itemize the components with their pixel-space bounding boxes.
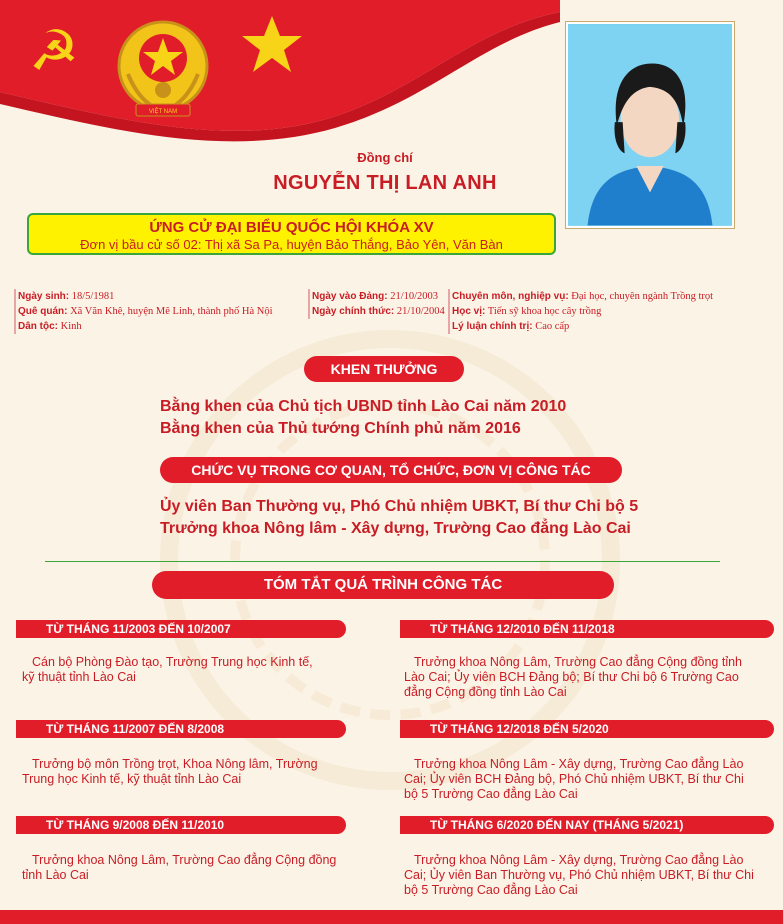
career-period-heading: TỪ THÁNG 6/2020 ĐẾN NAY (THÁNG 5/2021) (400, 816, 774, 834)
career-period-text (404, 853, 780, 898)
career-line: Cai; Ủy viên Ban Thường vụ, Phó Chủ nhiệm UBKT, Bí thư Chi (404, 868, 754, 882)
info-row-profession (452, 289, 713, 304)
candidacy-title: ỨNG CỬ ĐẠI BIỂU QUỐC HỘI KHÓA XV (149, 219, 434, 236)
info-label: Lý luận chính trị: (452, 321, 533, 332)
candidacy-box (27, 213, 556, 255)
emblem-ribbon-text: VIỆT NAM (148, 109, 178, 115)
bottom-red-bar (0, 910, 783, 924)
awards-heading: KHEN THƯỞNG (304, 356, 464, 382)
hammer-sickle-icon: ☭ (28, 19, 80, 84)
info-value: Kinh (60, 321, 82, 332)
career-period-text (22, 853, 357, 883)
info-label: Quê quán: (18, 306, 68, 317)
info-value: Xã Văn Khê, huyện Mê Linh, thành phố Hà Nội (70, 306, 273, 317)
career-period-heading: TỪ THÁNG 11/2007 ĐẾN 8/2008 (16, 720, 346, 738)
career-line: đẳng Cộng đồng tỉnh Lào Cai (404, 685, 567, 699)
positions-heading: CHỨC VỤ TRONG CƠ QUAN, TỔ CHỨC, ĐƠN VỊ CÔNG TÁC (160, 457, 622, 483)
career-line: Cai; Ủy viên BCH Đảng bộ, Phó Chủ nhiệm UBKT, Bí thư Chi (404, 772, 744, 786)
career-line: Trưởng khoa Nông Lâm - Xây dựng, Trường Cao đẳng Lào (414, 853, 744, 867)
star-icon (240, 12, 304, 76)
career-line: Trưởng khoa Nông Lâm, Trường Cao đẳng Cộng đồng tỉnh (414, 655, 742, 669)
comrade-label: Đồng chí (357, 150, 413, 165)
info-row-party-official (312, 304, 445, 319)
career-line: bộ 5 Trường Cao đẳng Lào Cai (404, 787, 578, 801)
career-line: Cán bộ Phòng Đào tạo, Trường Trung học Kinh tế, (32, 655, 313, 669)
awards-list (160, 396, 566, 440)
personal-info-col-2 (308, 289, 445, 319)
info-row-hometown (18, 304, 273, 319)
section-divider (45, 561, 720, 562)
career-period-text (22, 655, 347, 685)
info-row-degree (452, 304, 713, 319)
info-label: Dân tộc: (18, 321, 58, 332)
award-item: Bằng khen của Thủ tướng Chính phủ năm 2016 (160, 420, 521, 437)
info-label: Ngày vào Đảng: (312, 291, 388, 302)
position-item: Trưởng khoa Nông lâm - Xây dựng, Trường Cao đẳng Lào Cai (160, 520, 631, 537)
national-emblem (108, 14, 218, 124)
career-line: tỉnh Lào Cai (22, 868, 89, 882)
info-value: 21/10/2003 (390, 291, 439, 302)
career-line: bộ 5 Trường Cao đẳng Lào Cai (404, 883, 578, 897)
career-line: kỹ thuật tỉnh Lào Cai (22, 670, 136, 684)
info-row-party-join (312, 289, 445, 304)
info-label: Ngày sinh: (18, 291, 70, 302)
info-row-political-theory (452, 319, 713, 334)
info-label: Ngày chính thức: (312, 306, 395, 317)
position-item: Ủy viên Ban Thường vụ, Phó Chủ nhiệm UBKT, Bí thư Chi bộ 5 (160, 498, 639, 515)
info-value: Cao cấp (535, 321, 570, 332)
career-period-heading: TỪ THÁNG 12/2010 ĐẾN 11/2018 (400, 620, 774, 638)
career-period-text (404, 655, 780, 700)
candidate-name: NGUYỄN THỊ LAN ANH (273, 172, 497, 194)
positions-list (160, 496, 638, 540)
career-line: Trưởng khoa Nông Lâm - Xây dựng, Trường Cao đẳng Lào (414, 757, 744, 771)
personal-info-col-3 (448, 289, 713, 334)
career-line: Trung học Kinh tế, kỹ thuật tỉnh Lào Cai (22, 772, 242, 786)
info-value: 21/10/2004 (396, 306, 445, 317)
career-period-heading: TỪ THÁNG 12/2018 ĐẾN 5/2020 (400, 720, 774, 738)
candidate-portrait (566, 22, 734, 228)
career-period-heading: TỪ THÁNG 9/2008 ĐẾN 11/2010 (16, 816, 346, 834)
career-period-text (404, 757, 780, 802)
info-label: Chuyên môn, nghiệp vụ: (452, 291, 569, 302)
career-heading: TÓM TẮT QUÁ TRÌNH CÔNG TÁC (152, 571, 614, 599)
electoral-unit: Đơn vị bầu cử số 02: Thị xã Sa Pa, huyện Bảo Thắng, Bảo Yên, Văn Bàn (80, 237, 503, 252)
info-row-birthdate (18, 289, 273, 304)
info-value: 18/5/1981 (71, 291, 115, 302)
career-line: Trưởng khoa Nông Lâm, Trường Cao đẳng Cộng đồng (32, 853, 337, 867)
personal-info-col-1 (14, 289, 273, 334)
award-item: Bằng khen của Chủ tịch UBND tỉnh Lào Cai năm 2010 (160, 398, 567, 415)
career-line: Lào Cai; Ủy viên BCH Đảng bộ; Bí thư Chi bộ 6 Trường Cao (404, 670, 739, 684)
career-line: Trưởng bộ môn Trồng trọt, Khoa Nông lâm, Trường (32, 757, 318, 771)
info-value: Đại học, chuyên ngành Trồng trọt (571, 291, 714, 302)
career-period-heading: TỪ THÁNG 11/2003 ĐẾN 10/2007 (16, 620, 346, 638)
info-label: Học vị: (452, 306, 486, 317)
info-row-ethnicity (18, 319, 273, 334)
career-period-text (22, 757, 357, 787)
info-value: Tiến sỹ khoa học cây trồng (487, 306, 602, 317)
